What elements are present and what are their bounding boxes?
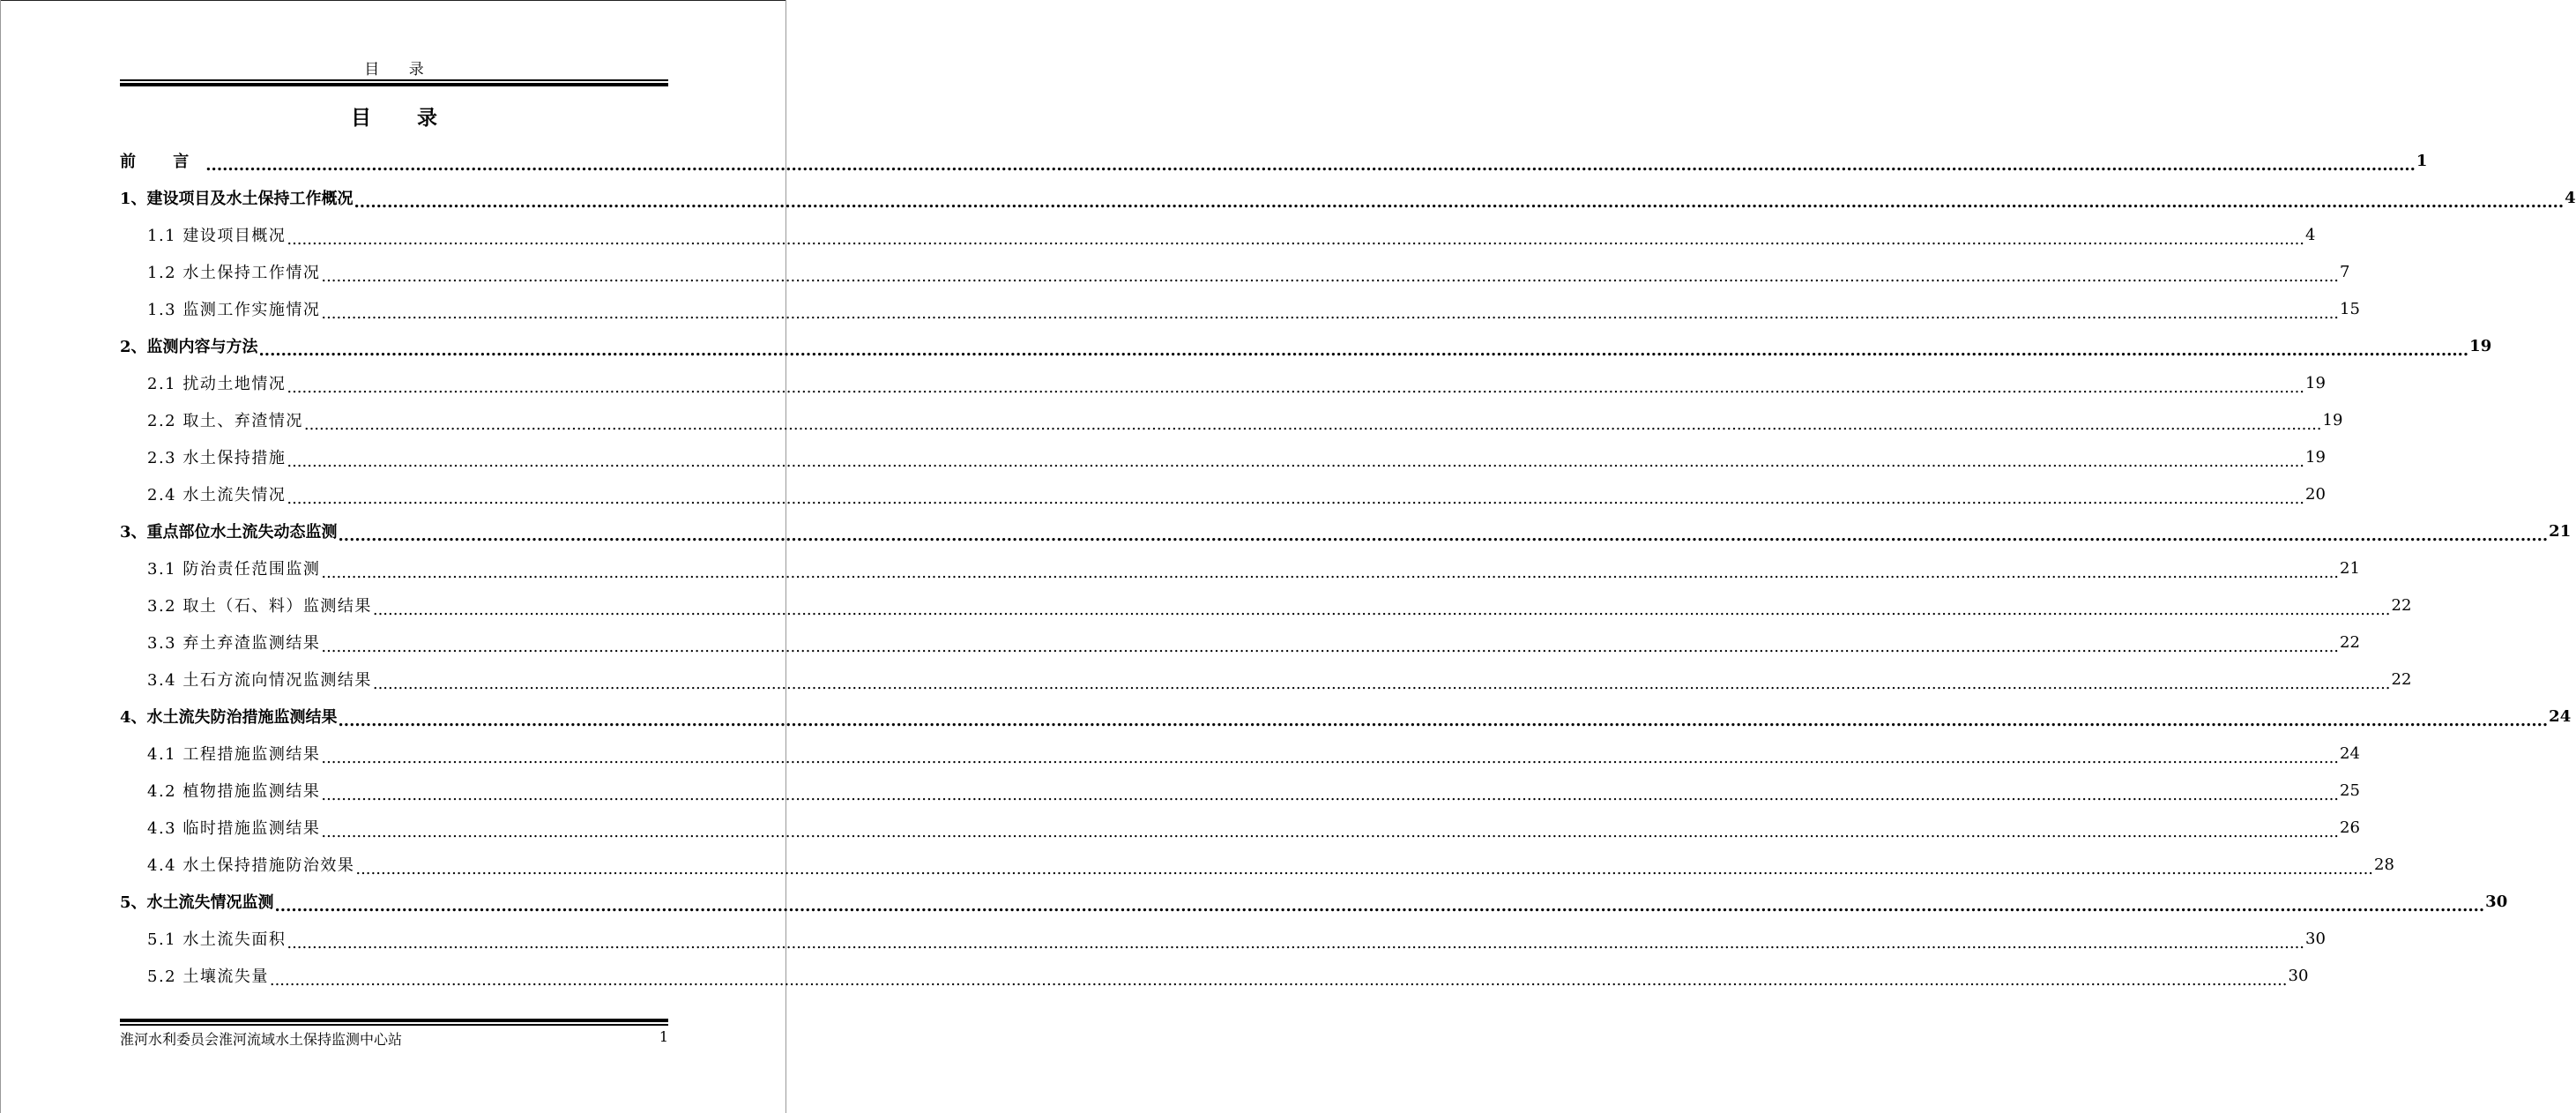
toc-entry-page: 30 (2305, 929, 2326, 948)
toc-section-entry[interactable] (120, 661, 2412, 698)
toc-entry-page: 1 (2416, 151, 2428, 170)
toc-entry-page: 22 (2391, 669, 2412, 689)
toc-chapter-entry[interactable] (120, 142, 2428, 179)
toc-leader-dots: ................................................................................................................................................................................................................................................................................................................................................................................................................ (287, 229, 2305, 249)
toc-entry-label: 4.3 临时措施监测结果 (147, 819, 321, 838)
toc-leader-dots: ................................................................................................................................................................................................................................................................................................................................................................................................................ (338, 526, 2549, 545)
toc-leader-dots: ................................................................................................................................................................................................................................................................................................................................................................................................................ (355, 859, 2374, 878)
toc-entry-label: 1.1 建设项目概况 (147, 227, 287, 245)
toc-entry-label: 3.1 防治责任范围监测 (147, 560, 321, 579)
toc-leader-dots: ................................................................................................................................................................................................................................................................................................................................................................................................................ (321, 785, 2340, 804)
toc-entry-label: 2.4 水土流失情况 (147, 486, 287, 504)
toc-entry-label: 1、建设项目及水土保持工作概况 (120, 190, 354, 208)
toc-section-entry[interactable] (120, 364, 2326, 401)
toc-section-entry[interactable] (120, 549, 2360, 586)
toc-chapter-entry[interactable] (120, 327, 2492, 364)
toc-chapter-entry[interactable] (120, 512, 2572, 549)
toc-chapter-entry[interactable] (120, 698, 2572, 735)
toc-entry-label: 1.3 监测工作实施情况 (147, 301, 321, 319)
toc-entry-page: 19 (2469, 336, 2492, 355)
toc-leader-dots: ................................................................................................................................................................................................................................................................................................................................................................................................................ (321, 822, 2340, 841)
toc-leader-dots: ................................................................................................................................................................................................................................................................................................................................................................................................................ (258, 340, 2469, 360)
toc-entry-page: 19 (2322, 410, 2343, 430)
toc-section-entry[interactable] (120, 920, 2326, 957)
footer-rule (120, 1019, 668, 1026)
toc-leader-dots: ................................................................................................................................................................................................................................................................................................................................................................................................................ (269, 970, 2288, 990)
toc-leader-dots: ................................................................................................................................................................................................................................................................................................................................................................................................................ (321, 266, 2340, 286)
toc-entry-page: 30 (2288, 966, 2309, 985)
toc-section-entry[interactable] (120, 624, 2360, 661)
page-edge-left (0, 0, 1, 1113)
toc-leader-dots: ................................................................................................................................................................................................................................................................................................................................................................................................................ (321, 637, 2340, 656)
toc-section-entry[interactable] (120, 475, 2326, 512)
toc-entry-label: 5.2 土壤流失量 (147, 967, 269, 986)
toc-entry-page: 4 (2305, 225, 2316, 244)
toc-leader-dots: ................................................................................................................................................................................................................................................................................................................................................................................................................ (287, 452, 2305, 471)
toc-section-entry[interactable] (120, 253, 2350, 290)
toc-leader-dots: ................................................................................................................................................................................................................................................................................................................................................................................................................ (321, 303, 2340, 323)
toc-section-entry[interactable] (120, 216, 2316, 253)
toc-leader-dots: ................................................................................................................................................................................................................................................................................................................................................................................................................ (274, 896, 2485, 915)
toc-leader-dots: ................................................................................................................................................................................................................................................................................................................................................................................................................ (372, 600, 2391, 619)
toc-section-entry[interactable] (120, 772, 2360, 809)
page-footer (120, 1028, 668, 1049)
toc-entry-page: 4 (2565, 188, 2576, 207)
toc-section-entry[interactable] (120, 438, 2326, 475)
toc-entry-label: 4、水土流失防治措施监测结果 (120, 708, 338, 727)
toc-leader-dots: ................................................................................................................................................................................................................................................................................................................................................................................................................ (321, 563, 2340, 582)
toc-entry-label: 3.2 取土（石、料）监测结果 (147, 597, 372, 616)
toc-entry-label: 5、水土流失情况监测 (120, 893, 274, 912)
toc-section-entry[interactable] (120, 846, 2394, 883)
toc-leader-dots: ................................................................................................................................................................................................................................................................................................................................................................................................................ (287, 489, 2305, 508)
toc-entry-page: 24 (2340, 743, 2360, 763)
toc-leader-dots: ................................................................................................................................................................................................................................................................................................................................................................................................................ (321, 748, 2340, 767)
toc-leader-dots: ................................................................................................................................................................................................................................................................................................................................................................................................................ (205, 155, 2416, 175)
toc-entry-page: 22 (2340, 632, 2360, 652)
toc-entry-page: 20 (2305, 484, 2326, 504)
toc-entry-label: 4.4 水土保持措施防治效果 (147, 856, 355, 875)
toc-entry-page: 22 (2391, 595, 2412, 615)
toc-entry-label: 3.3 弃土弃渣监测结果 (147, 634, 321, 653)
toc-entry-label: 2.2 取土、弃渣情况 (147, 412, 303, 430)
toc-entry-label: 2.1 扰动土地情况 (147, 375, 287, 393)
toc-chapter-entry[interactable] (120, 883, 2508, 920)
toc-entry-page: 26 (2340, 818, 2360, 837)
running-header: 目 录 (364, 61, 436, 78)
toc-section-entry[interactable] (120, 290, 2360, 327)
toc-section-entry[interactable] (120, 586, 2412, 624)
footer-page-number: 1 (659, 1028, 668, 1045)
toc-entry-label: 2.3 水土保持措施 (147, 449, 287, 467)
toc-entry-page: 7 (2340, 262, 2350, 281)
header-rule (120, 79, 668, 86)
toc-chapter-entry[interactable] (120, 179, 2576, 216)
footer-organization: 淮河水利委员会淮河流域水土保持监测中心站 (120, 1031, 403, 1048)
toc-entry-label: 4.2 植物措施监测结果 (147, 782, 321, 801)
toc-entry-page: 24 (2549, 706, 2572, 726)
toc-section-entry[interactable] (120, 735, 2360, 772)
toc-entry-label: 前 言 (120, 153, 205, 171)
toc-entry-page: 28 (2374, 855, 2394, 874)
toc-section-entry[interactable] (120, 957, 2309, 994)
toc-leader-dots: ................................................................................................................................................................................................................................................................................................................................................................................................................ (372, 674, 2391, 693)
toc-entry-page: 25 (2340, 781, 2360, 800)
table-of-contents (120, 142, 2576, 994)
toc-leader-dots: ................................................................................................................................................................................................................................................................................................................................................................................................................ (338, 711, 2549, 730)
toc-entry-label: 5.1 水土流失面积 (147, 930, 287, 949)
toc-entry-label: 1.2 水土保持工作情况 (147, 264, 321, 282)
toc-entry-label: 4.1 工程措施监测结果 (147, 745, 321, 764)
toc-entry-page: 21 (2340, 558, 2360, 578)
page-edge-top (0, 0, 786, 1)
toc-entry-page: 15 (2340, 299, 2360, 318)
toc-entry-page: 30 (2485, 892, 2508, 911)
toc-section-entry[interactable] (120, 401, 2343, 438)
toc-entry-label: 2、监测内容与方法 (120, 338, 258, 356)
toc-entry-label: 3.4 土石方流向情况监测结果 (147, 671, 372, 690)
toc-leader-dots: ................................................................................................................................................................................................................................................................................................................................................................................................................ (303, 415, 2322, 434)
toc-section-entry[interactable] (120, 809, 2360, 846)
toc-leader-dots: ................................................................................................................................................................................................................................................................................................................................................................................................................ (287, 377, 2305, 397)
toc-entry-page: 19 (2305, 373, 2326, 392)
toc-leader-dots: ................................................................................................................................................................................................................................................................................................................................................................................................................ (354, 192, 2565, 212)
toc-entry-page: 19 (2305, 447, 2326, 467)
toc-leader-dots: ................................................................................................................................................................................................................................................................................................................................................................................................................ (287, 933, 2305, 952)
toc-title: 目 录 (350, 106, 457, 130)
toc-entry-page: 21 (2549, 521, 2572, 541)
toc-entry-label: 3、重点部位水土流失动态监测 (120, 523, 338, 542)
